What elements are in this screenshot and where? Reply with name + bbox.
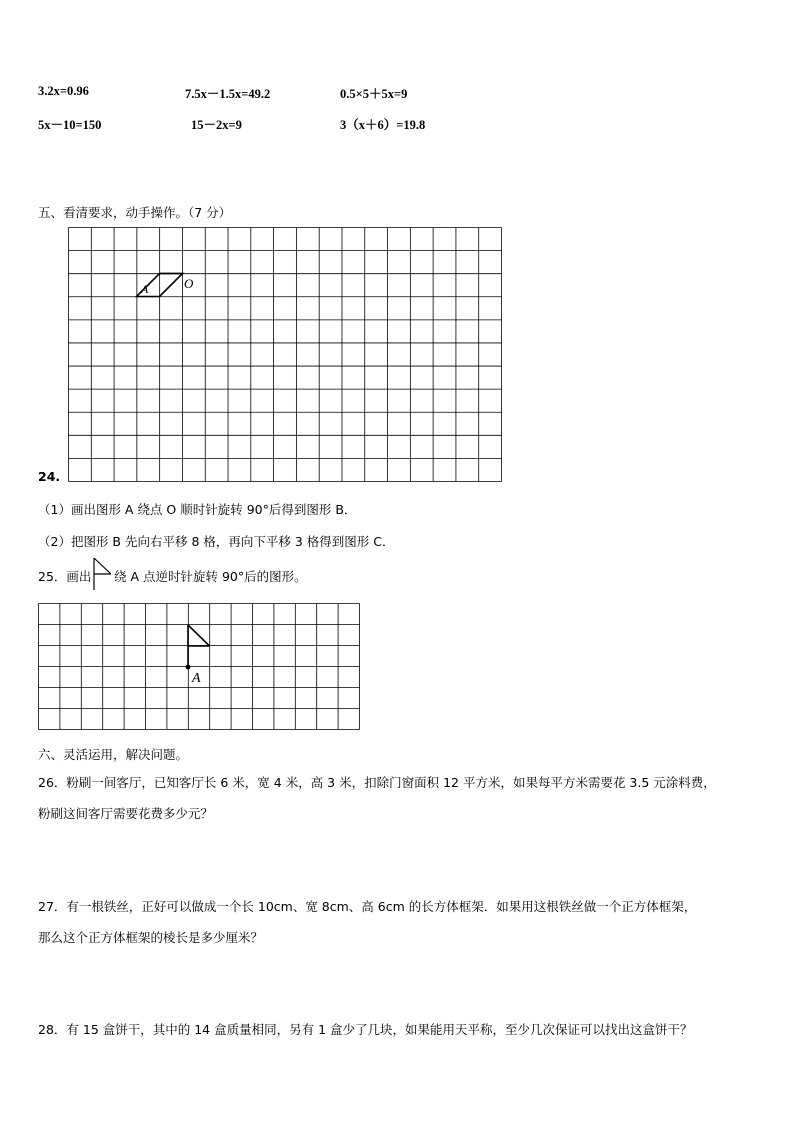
point-a-dot bbox=[186, 665, 191, 670]
q24-number: 24. bbox=[38, 469, 61, 484]
equation-2: 7.5x－1.5x=49.2 bbox=[185, 87, 271, 101]
q26-line-1: 26．粉刷一间客厅，已知客厅长 6 米，宽 4 米，高 3 米，扣除门窗面积 12 平方米，如果每平方米需要花 3.5 元涂料费， bbox=[38, 775, 716, 790]
q25-prompt-prefix: 25．画出 bbox=[38, 569, 92, 584]
q24-task-2: （2）把图形 B 先向右平移 8 格，再向下平移 3 格得到图形 C． bbox=[38, 534, 395, 549]
q25-prompt-suffix: 绕 A 点逆时针旋转 90°后的图形。 bbox=[114, 569, 307, 584]
point-o-label: O bbox=[184, 276, 194, 291]
equation-4: 5x－10=150 bbox=[38, 118, 102, 132]
equation-5: 15－2x=9 bbox=[191, 118, 242, 132]
equation-3: 0.5×5＋5x=9 bbox=[340, 87, 408, 101]
point-a-label: A bbox=[192, 671, 201, 686]
shape-a-label: A bbox=[141, 282, 149, 296]
q24-grid bbox=[68, 227, 502, 483]
q25-grid bbox=[38, 603, 360, 731]
q25-inline-flag-icon bbox=[91, 556, 113, 592]
equation-6: 3（x＋6）=19.8 bbox=[340, 118, 426, 132]
section6-heading: 六、灵活运用，解决问题。 bbox=[38, 747, 189, 762]
q27-line-1: 27．有一根铁丝，正好可以做成一个长 10cm、宽 8cm、高 6cm 的长方体框架．如果用这根铁丝做一个正方体框架， bbox=[38, 899, 697, 914]
q25-flag-shape bbox=[188, 625, 210, 667]
equation-1: 3.2x=0.96 bbox=[38, 84, 89, 98]
q28-line-1: 28．有 15 盒饼干，其中的 14 盒质量相同，另有 1 盒少了几块，如果能用天平称，至少几次保证可以找出这盒饼干？ bbox=[38, 1022, 693, 1037]
section5-heading: 五、看清要求，动手操作。（7 分） bbox=[38, 205, 232, 220]
q24-task-1: （1）画出图形 A 绕点 O 顺时针旋转 90°后得到图形 B． bbox=[38, 502, 357, 517]
q26-line-2: 粉刷这间客厅需要花费多少元？ bbox=[38, 806, 214, 821]
q27-line-2: 那么这个正方体框架的棱长是多少厘米？ bbox=[38, 930, 264, 945]
